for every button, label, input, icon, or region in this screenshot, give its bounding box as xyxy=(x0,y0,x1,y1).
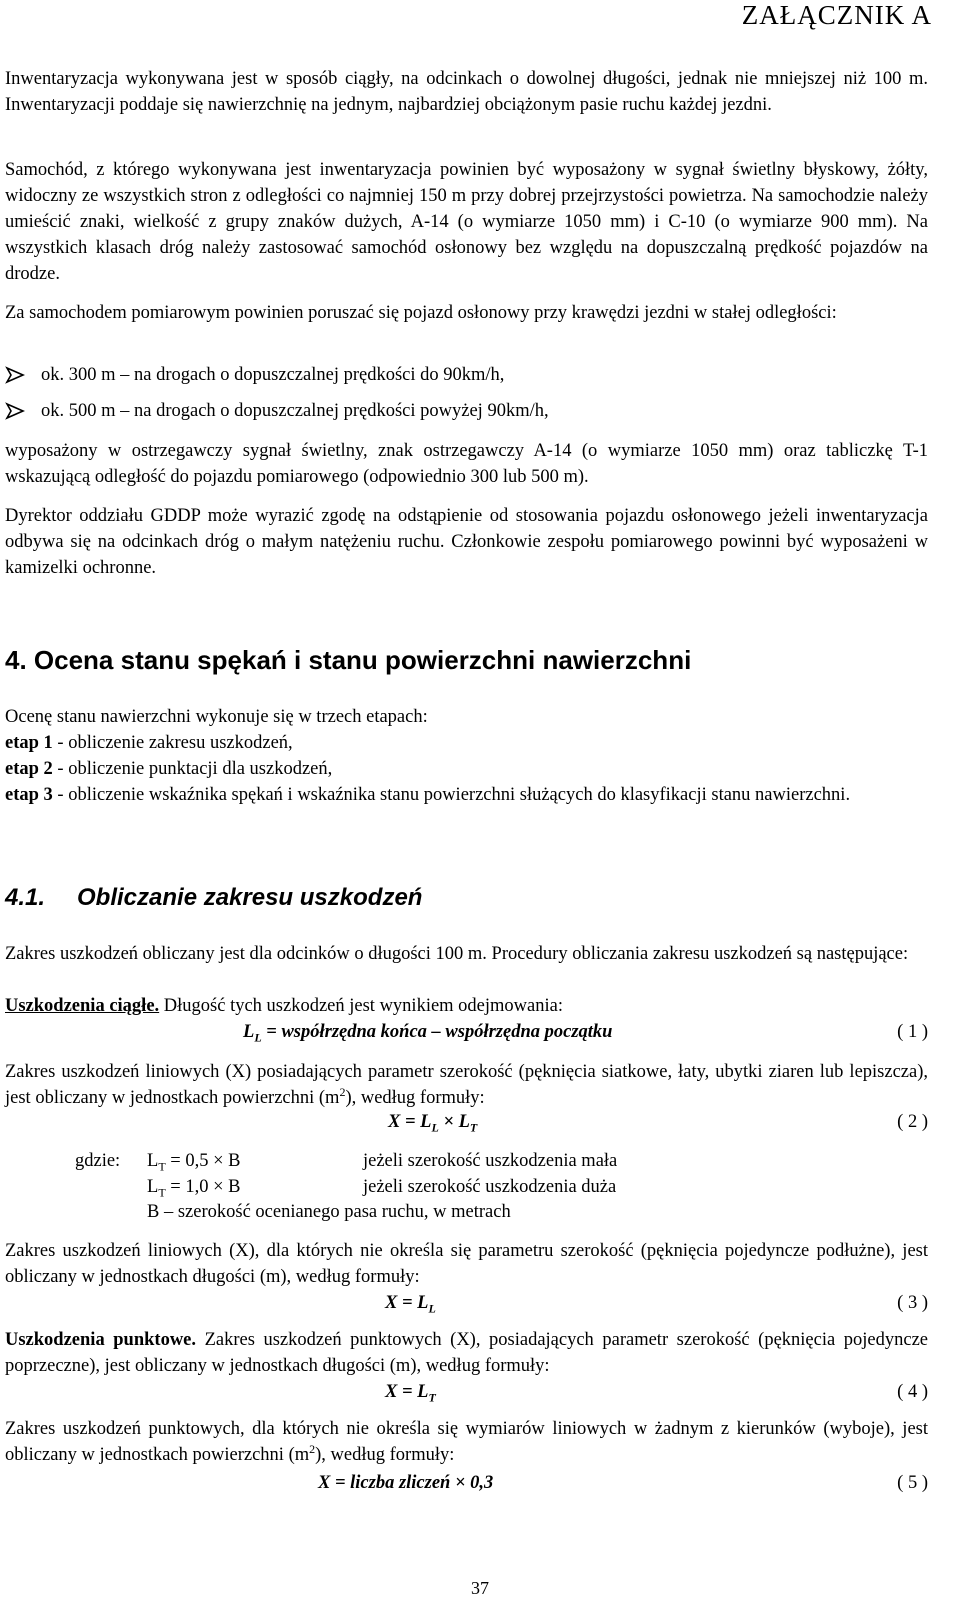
formula-2-number: ( 2 ) xyxy=(897,1112,928,1132)
section-4-1-paragraph-3: Zakres uszkodzeń liniowych (X), dla których nie określa się parametru szerokość (pęknięcia pojedyncze podłużne), jest obliczany w jednostkach długości (m), według formuły: xyxy=(5,1241,928,1287)
bullet-text: ok. 500 m – na drogach o dopuszczalnej prędkości powyżej 90km/h, xyxy=(41,401,549,421)
stage-2 xyxy=(5,756,928,782)
formula-1-number: ( 1 ) xyxy=(897,1022,928,1042)
formula-5-number: ( 5 ) xyxy=(897,1473,928,1493)
stage-text: - obliczenie zakresu uszkodzeń, xyxy=(52,733,293,753)
where-row-3: B – szerokość ocenianego pasa ruchu, w metrach xyxy=(147,1202,511,1222)
stage-1 xyxy=(5,730,928,756)
stage-text: - obliczenie punktacji dla uszkodzeń, xyxy=(52,759,333,779)
section-4-heading: 4. Ocena stanu spękań i stanu powierzchni nawierzchni xyxy=(5,645,692,675)
formula-4 xyxy=(5,1379,928,1405)
bullet-item-1 xyxy=(5,362,928,388)
stage-label: etap 3 xyxy=(5,785,53,805)
intro-paragraph-1: Inwentaryzacja wykonywana jest w sposób ciągły, na odcinkach o dowolnej długości, jednak nie mniejszej niż 100 m. Inwentaryzacji poddaje się nawierzchnię na jednym, najbardziej obciążonym pasie ruchu każdej jezdni. xyxy=(5,69,928,115)
continuous-damage-text: Długość tych uszkodzeń jest wynikiem odejmowania: xyxy=(159,996,563,1016)
bullet-text: ok. 300 m – na drogach o dopuszczalnej prędkości do 90km/h, xyxy=(41,365,505,385)
stage-3 xyxy=(5,782,915,808)
section-number: 4.1. xyxy=(5,884,46,911)
point-damage-label: Uszkodzenia punktowe. xyxy=(5,1330,197,1350)
bullet-item-2 xyxy=(5,398,928,424)
formula-2-expression: $X = L_L \times L_T$ xyxy=(388,1112,478,1135)
where-row-1-value: $L_T = 0,5 \times B$ xyxy=(147,1151,241,1174)
section-4-1-heading xyxy=(5,883,422,913)
formula-4-expression: $X = L_T$ xyxy=(385,1382,436,1405)
arrow-bullet-icon xyxy=(5,362,25,388)
arrow-bullet-icon xyxy=(5,398,25,424)
formula-2 xyxy=(5,1109,928,1135)
formula-5-expression: X = liczba zliczeń × 0,3 xyxy=(318,1473,494,1493)
intro-paragraph-3: Za samochodem pomiarowym powinien poruszać się pojazd osłonowy przy krawędzi jezdni w stałej odległości: xyxy=(5,303,837,323)
formula-3-expression: $X = L_L$ xyxy=(385,1293,436,1316)
continuous-damage-label: Uszkodzenia ciągłe. xyxy=(5,996,160,1016)
stage-label: etap 2 xyxy=(5,759,53,779)
formula-1 xyxy=(5,1019,928,1045)
intro-paragraph-4: wyposażony w ostrzegawczy sygnał świetlny, znak ostrzegawczy A-14 (o wymiarze 1050 mm) oraz tabliczkę T-1 wskazującą odległość do pojazdu pomiarowego (odpowiednio 300 lub 500 m). xyxy=(5,441,928,487)
section-4-intro: Ocenę stanu nawierzchni wykonuje się w trzech etapach: xyxy=(5,707,428,727)
formula-1-expression: $L_L$ = współrzędna końca – współrzędna początku xyxy=(243,1022,613,1045)
point-damage-paragraph xyxy=(5,1327,928,1379)
formula-3-number: ( 3 ) xyxy=(897,1293,928,1313)
where-row-1-description: jeżeli szerokość uszkodzenia mała xyxy=(363,1151,618,1171)
where-label: gdzie: xyxy=(75,1151,121,1171)
intro-paragraph-5: Dyrektor oddziału GDDP może wyrazić zgodę na odstąpienie od stosowania pojazdu osłonowego jeżeli inwentaryzacja odbywa się na odcinkach dróg o małym natężeniu ruchu. Członkowie zespołu pomiarowego powinni być wyposażeni w kamizelki ochronne. xyxy=(5,506,928,578)
stage-label: etap 1 xyxy=(5,733,53,753)
section-4-1-paragraph-5: Zakres uszkodzeń punktowych, dla których nie określa się wymiarów liniowych w żadnym z kierunków (wyboje), jest obliczany w jednostkach powierzchni $(m^2)$, według formuły: xyxy=(5,1419,928,1465)
point-damage-text: Zakres uszkodzeń punktowych (X), posiadających parametr szerokość (pęknięcia pojedyncze poprzeczne), jest obliczany w jednostkach długości (m), według formuły: xyxy=(5,1330,928,1376)
formula-4-number: ( 4 ) xyxy=(897,1382,928,1402)
formula-3 xyxy=(5,1290,928,1316)
page-number: 37 xyxy=(471,1578,489,1598)
formula-5 xyxy=(5,1470,928,1496)
continuous-damage-paragraph xyxy=(5,993,928,1019)
where-row-2-description: jeżeli szerokość uszkodzenia duża xyxy=(363,1177,617,1197)
where-row-2-value: $L_T = 1,0 \times B$ xyxy=(147,1177,241,1200)
stage-text: - obliczenie wskaźnika spękań i wskaźnika stanu powierzchni służących do klasyfikacji stanu nawierzchni. xyxy=(52,785,851,805)
section-4-1-paragraph-2: Zakres uszkodzeń liniowych (X) posiadających parametr szerokość (pęknięcia siatkowe, łaty, ubytki ziaren lub lepiszcza), jest obliczany w jednostkach powierzchni $(m^2)$, według formuły: xyxy=(5,1062,928,1108)
intro-paragraph-2: Samochód, z którego wykonywana jest inwentaryzacja powinien być wyposażony w sygnał świetlny błyskowy, żółty, widoczny ze wszystkich stron z odległości co najmniej 150 m przy dobrej przejrzystości powietrza. Na samochodzie należy umieścić znaki, wielkość z grupy znaków dużych, A-14 (o wymiarze 1050 mm) i C-10 (o wymiarze 900 mm). Na wszystkich klasach dróg należy zastosować samochód osłonowy bez względu na dopuszczalną prędkość pojazdów na drodze. xyxy=(5,160,928,284)
section-title: Obliczanie zakresu uszkodzeń xyxy=(77,884,423,911)
section-4-1-paragraph-1: Zakres uszkodzeń obliczany jest dla odcinków o długości 100 m. Procedury obliczania zakresu uszkodzeń są następujące: xyxy=(5,944,909,964)
page-header: ZAŁĄCZNIK A xyxy=(741,0,932,30)
